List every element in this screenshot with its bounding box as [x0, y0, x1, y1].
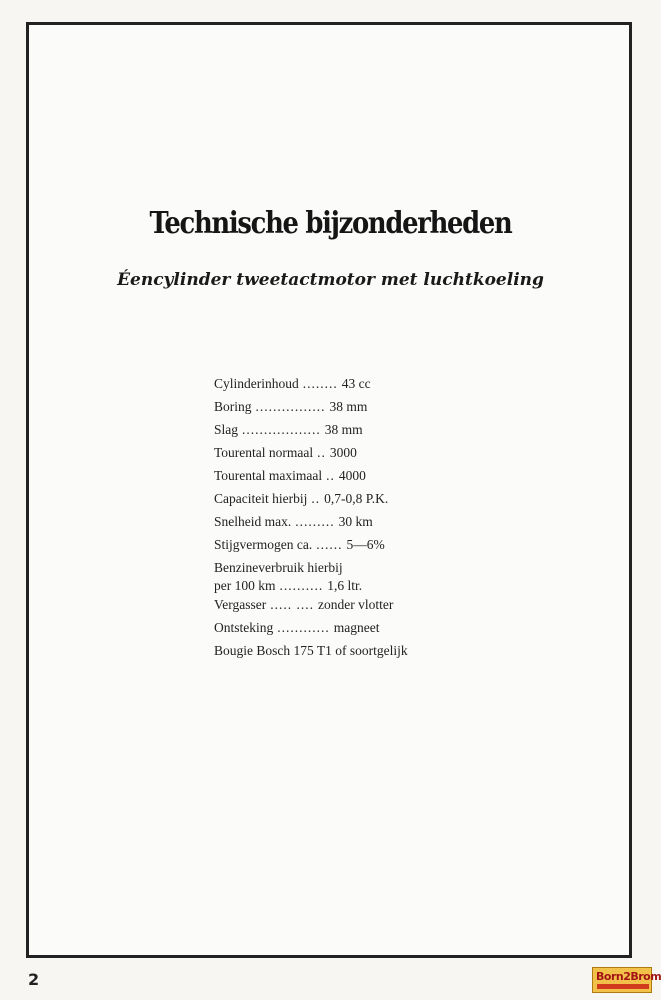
logo-text: Born2Brom: [596, 970, 661, 983]
spec-label-second-line: per 100 km: [214, 578, 276, 593]
spec-dots: ..................: [242, 422, 321, 437]
spec-value: zonder vlotter: [317, 597, 394, 612]
spec-label: Benzineverbruik hierbij: [214, 560, 343, 575]
spec-row-ontsteking: [214, 620, 464, 643]
born2brom-logo: [592, 967, 661, 993]
spec-row-tourental-maximaal: [214, 468, 464, 491]
spec-value: 3000: [329, 445, 357, 460]
spec-label: Tourental maximaal: [214, 468, 323, 483]
spec-row-slag: [214, 422, 464, 445]
spec-label: Ontsteking: [214, 620, 274, 635]
page-subtitle: Éencylinder tweetactmotor met luchtkoeling: [117, 270, 544, 290]
spec-label: Capaciteit hierbij: [214, 491, 308, 506]
spec-value: 5—6%: [346, 537, 385, 552]
spec-value: 43 cc: [341, 376, 371, 391]
spec-dots: ..: [317, 445, 326, 460]
spec-dots: .........: [295, 514, 335, 529]
spec-value: 4000: [338, 468, 366, 483]
spec-label: Boring: [214, 399, 252, 414]
spec-row-snelheid: [214, 514, 464, 537]
spec-value: 1,6 ltr.: [327, 578, 363, 593]
spec-label: Tourental normaal: [214, 445, 314, 460]
page-title: Technische bijzonderheden: [149, 206, 512, 241]
spec-value: 38 mm: [324, 422, 363, 437]
spec-row-stijgvermogen: [214, 537, 464, 560]
spec-value: magneet: [333, 620, 380, 635]
spec-line2: [214, 578, 362, 594]
spec-dots: ..: [326, 468, 335, 483]
spec-row-benzineverbruik: [214, 560, 464, 597]
spec-label: Stijgvermogen ca.: [214, 537, 313, 552]
spec-value: 38 mm: [329, 399, 368, 414]
spec-dots: ..... ....: [270, 597, 314, 612]
page-number: 2: [28, 970, 40, 989]
spec-value: 0,7-0,8 P.K.: [324, 491, 389, 506]
spec-dots: ......: [316, 537, 343, 552]
spec-row-boring: [214, 399, 464, 422]
spec-dots: ..........: [279, 578, 324, 593]
spec-label: Slag: [214, 422, 239, 437]
spec-row-capaciteit: [214, 491, 464, 514]
spec-dots: ........: [302, 376, 338, 391]
spec-dots: ..: [311, 491, 321, 506]
spec-row-bougie: [214, 643, 464, 666]
logo-stripe: [597, 984, 649, 989]
spec-label: Snelheid max.: [214, 514, 292, 529]
spec-row-vergasser: [214, 597, 464, 620]
spec-label: Bougie Bosch 175 T1 of soortgelijk: [214, 643, 408, 658]
spec-list: [214, 376, 464, 666]
spec-value: 30 km: [338, 514, 373, 529]
spec-row-cylinderinhoud: [214, 376, 464, 399]
spec-row-tourental-normaal: [214, 445, 464, 468]
spec-dots: ................: [255, 399, 326, 414]
spec-label: Vergasser: [214, 597, 267, 612]
spec-dots: ............: [277, 620, 330, 635]
spec-label: Cylinderinhoud: [214, 376, 299, 391]
